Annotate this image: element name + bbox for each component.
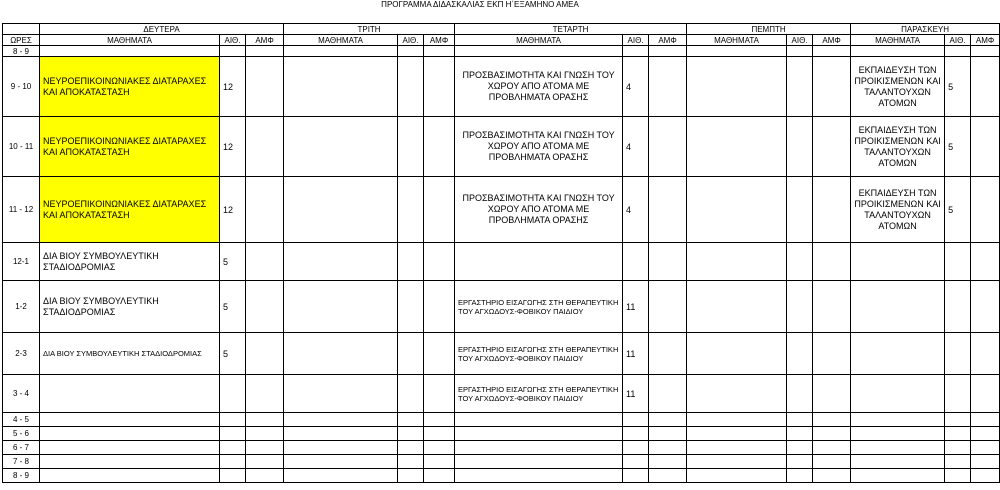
time-cell: 2-3 — [3, 333, 40, 375]
subject-cell-monday: ΝΕΥΡΟΕΠΙΚΟΙΝΩΝΙΑΚΕΣ ΔΙΑΤΑΡΑΧΕΣ ΚΑΙ ΑΠΟΚΑΤΑΣΤΑΣΗ — [40, 117, 220, 177]
subject-cell-monday: ΝΕΥΡΟΕΠΙΚΟΙΝΩΝΙΑΚΕΣ ΔΙΑΤΑΡΑΧΕΣ ΚΑΙ ΑΠΟΚΑΤΑΣΤΑΣΗ — [40, 57, 220, 117]
room-cell-wednesday: 4 — [623, 177, 649, 243]
subject-cell-wednesday: ΕΡΓΑΣΤΗΡΙΟ ΕΙΣΑΓΩΓΗΣ ΣΤΗ ΘΕΡΑΠΕΥΤΙΚΗ ΤΟΥ ΑΓΧΩΔΟΥΣ-ΦΟΒΙΚΟΥ ΠΑΙΔΙΟΥ — [455, 333, 623, 375]
table-row — [3, 469, 1000, 483]
time-cell: 6 - 7 — [3, 441, 40, 455]
room-cell-wednesday: 11 — [623, 375, 649, 413]
table-row — [3, 375, 1000, 413]
day-header-thursday: ΠΕΜΠΤΗ — [687, 24, 851, 35]
col-subject-friday: ΜΑΘΗΜΑΤΑ — [851, 35, 945, 46]
col-room-tuesday: ΑΙΘ. — [398, 35, 424, 46]
table-row — [3, 455, 1000, 469]
col-subject-wednesday: ΜΑΘΗΜΑΤΑ — [455, 35, 623, 46]
time-cell: 5 - 6 — [3, 427, 40, 441]
time-cell: 8 - 9 — [3, 46, 40, 57]
room-cell-wednesday: 4 — [623, 57, 649, 117]
subject-cell-monday: ΔΙΑ ΒΙΟΥ ΣΥΜΒΟΥΛΕΥΤΙΚΗ ΣΤΑΔΙΟΔΡΟΜΙΑΣ — [40, 333, 220, 375]
room-cell-monday: 12 — [220, 177, 246, 243]
subject-cell-wednesday: ΠΡΟΣΒΑΣΙΜΟΤΗΤΑ ΚΑΙ ΓΝΩΣΗ ΤΟΥ ΧΩΡΟΥ ΑΠΟ ΑΤΟΜΑ ΜΕ ΠΡΟΒΛΗΜΑΤΑ ΟΡΑΣΗΣ — [455, 57, 623, 117]
table-row — [3, 441, 1000, 455]
time-cell: 3 - 4 — [3, 375, 40, 413]
subject-cell-wednesday: ΠΡΟΣΒΑΣΙΜΟΤΗΤΑ ΚΑΙ ΓΝΩΣΗ ΤΟΥ ΧΩΡΟΥ ΑΠΟ ΑΤΟΜΑ ΜΕ ΠΡΟΒΛΗΜΑΤΑ ΟΡΑΣΗΣ — [455, 117, 623, 177]
time-cell: 11 - 12 — [3, 177, 40, 243]
time-cell: 12-1 — [3, 243, 40, 281]
room-cell-monday: 5 — [220, 243, 246, 281]
room-cell-monday: 5 — [220, 281, 246, 333]
time-cell: 10 - 11 — [3, 117, 40, 177]
subject-cell-wednesday: ΕΡΓΑΣΤΗΡΙΟ ΕΙΣΑΓΩΓΗΣ ΣΤΗ ΘΕΡΑΠΕΥΤΙΚΗ ΤΟΥ ΑΓΧΩΔΟΥΣ-ΦΟΒΙΚΟΥ ΠΑΙΔΙΟΥ — [455, 281, 623, 333]
table-row — [3, 427, 1000, 441]
time-cell: 1-2 — [3, 281, 40, 333]
table-row — [3, 281, 1000, 333]
table-row — [3, 413, 1000, 427]
table-row — [3, 46, 1000, 57]
room-cell-wednesday: 11 — [623, 333, 649, 375]
room-cell-monday: 12 — [220, 57, 246, 117]
subject-cell-friday: ΕΚΠΑΙΔΕΥΣΗ ΤΩΝ ΠΡΟΙΚΙΣΜΕΝΩΝ ΚΑΙ ΤΑΛΑΝΤΟΥΧΩΝ ΑΤΟΜΩΝ — [851, 117, 945, 177]
header-columns-row — [3, 35, 1000, 46]
col-subject-monday: ΜΑΘΗΜΑΤΑ — [40, 35, 220, 46]
hours-label-cell — [3, 24, 40, 35]
col-amf-friday: ΑΜΦ — [971, 35, 1000, 46]
schedule-table — [2, 23, 1000, 483]
subject-cell-wednesday: ΠΡΟΣΒΑΣΙΜΟΤΗΤΑ ΚΑΙ ΓΝΩΣΗ ΤΟΥ ΧΩΡΟΥ ΑΠΟ ΑΤΟΜΑ ΜΕ ΠΡΟΒΛΗΜΑΤΑ ΟΡΑΣΗΣ — [455, 177, 623, 243]
room-cell-wednesday: 11 — [623, 281, 649, 333]
room-cell-monday: 12 — [220, 117, 246, 177]
table-row — [3, 333, 1000, 375]
col-subject-tuesday: ΜΑΘΗΜΑΤΑ — [284, 35, 398, 46]
room-cell-monday: 5 — [220, 333, 246, 375]
day-header-tuesday: ΤΡΙΤΗ — [284, 24, 455, 35]
empty-cell — [40, 46, 220, 57]
col-amf-thursday: ΑΜΦ — [813, 35, 851, 46]
time-cell: 8 - 9 — [3, 469, 40, 483]
subject-cell-monday: ΔΙΑ ΒΙΟΥ ΣΥΜΒΟΥΛΕΥΤΙΚΗ ΣΤΑΔΙΟΔΡΟΜΙΑΣ — [40, 281, 220, 333]
col-subject-thursday: ΜΑΘΗΜΑΤΑ — [687, 35, 787, 46]
room-cell-friday: 5 — [945, 57, 971, 117]
col-amf-wednesday: ΑΜΦ — [649, 35, 687, 46]
header-days-row — [3, 24, 1000, 35]
subject-cell-wednesday: ΕΡΓΑΣΤΗΡΙΟ ΕΙΣΑΓΩΓΗΣ ΣΤΗ ΘΕΡΑΠΕΥΤΙΚΗ ΤΟΥ ΑΓΧΩΔΟΥΣ-ΦΟΒΙΚΟΥ ΠΑΙΔΙΟΥ — [455, 375, 623, 413]
table-row — [3, 243, 1000, 281]
subject-cell-friday: ΕΚΠΑΙΔΕΥΣΗ ΤΩΝ ΠΡΟΙΚΙΣΜΕΝΩΝ ΚΑΙ ΤΑΛΑΝΤΟΥΧΩΝ ΑΤΟΜΩΝ — [851, 177, 945, 243]
col-room-wednesday: ΑΙΘ. — [623, 35, 649, 46]
table-row — [3, 117, 1000, 177]
day-header-friday: ΠΑΡΑΣΚΕΥΗ — [851, 24, 1000, 35]
room-cell-friday: 5 — [945, 117, 971, 177]
col-room-friday: ΑΙΘ. — [945, 35, 971, 46]
table-row — [3, 177, 1000, 243]
col-room-monday: ΑΙΘ. — [220, 35, 246, 46]
subject-cell-monday: ΔΙΑ ΒΙΟΥ ΣΥΜΒΟΥΛΕΥΤΙΚΗ ΣΤΑΔΙΟΔΡΟΜΙΑΣ — [40, 243, 220, 281]
col-room-thursday: ΑΙΘ. — [787, 35, 813, 46]
subject-cell-monday: ΝΕΥΡΟΕΠΙΚΟΙΝΩΝΙΑΚΕΣ ΔΙΑΤΑΡΑΧΕΣ ΚΑΙ ΑΠΟΚΑΤΑΣΤΑΣΗ — [40, 177, 220, 243]
time-cell: 7 - 8 — [3, 455, 40, 469]
room-cell-friday: 5 — [945, 177, 971, 243]
time-cell: 4 - 5 — [3, 413, 40, 427]
table-row — [3, 57, 1000, 117]
subject-cell-friday: ΕΚΠΑΙΔΕΥΣΗ ΤΩΝ ΠΡΟΙΚΙΣΜΕΝΩΝ ΚΑΙ ΤΑΛΑΝΤΟΥΧΩΝ ΑΤΟΜΩΝ — [851, 57, 945, 117]
col-amf-tuesday: ΑΜΦ — [424, 35, 455, 46]
page-title: ΠΡΟΓΡΑΜΜΑ ΔΙΔΑΣΚΑΛΙΑΣ ΕΚΠ Η΄ΕΞΑΜΗΝΟ ΑΜΕΑ — [381, 0, 579, 9]
time-cell: 9 - 10 — [3, 57, 40, 117]
room-cell-wednesday: 4 — [623, 117, 649, 177]
hours-label: ΩΡΕΣ — [3, 35, 40, 46]
col-amf-monday: ΑΜΦ — [246, 35, 284, 46]
day-header-monday: ΔΕΥΤΕΡΑ — [40, 24, 284, 35]
day-header-wednesday: ΤΕΤΑΡΤΗ — [455, 24, 687, 35]
